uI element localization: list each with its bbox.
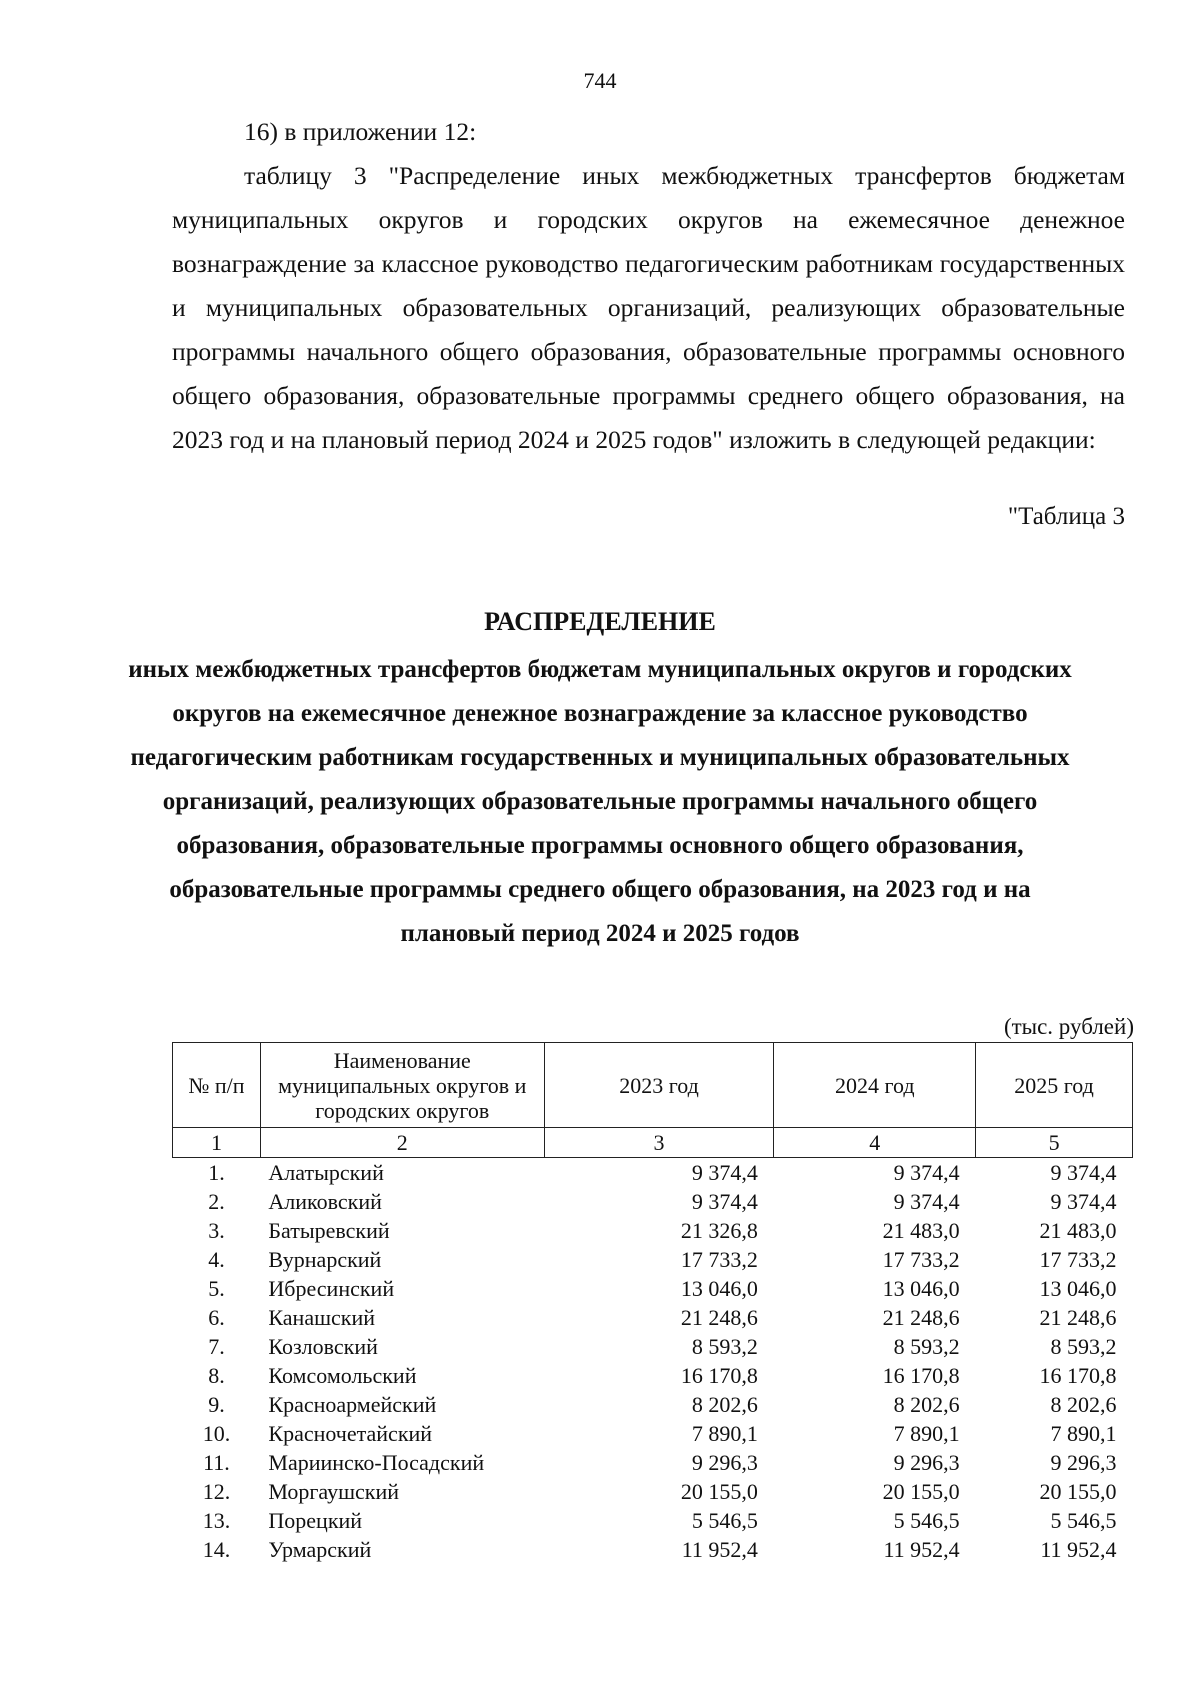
district-name: Урмарский [268,1537,372,1562]
table-row [173,1216,1133,1245]
district-name: Красночетайский [268,1421,433,1446]
value-2025: 20 155,0 [1039,1479,1117,1504]
row-number: 3. [208,1218,225,1243]
value-2025: 9 296,3 [1050,1450,1117,1475]
table-row [173,1448,1133,1477]
row-number: 10. [202,1421,231,1446]
value-2025: 9 374,4 [1050,1160,1117,1185]
district-name: Батыревский [268,1218,390,1243]
value-2025: 5 546,5 [1050,1508,1117,1533]
value-2024: 9 374,4 [893,1160,960,1185]
value-2024: 17 733,2 [882,1247,960,1272]
value-2023: 8 202,6 [691,1392,758,1417]
value-2024: 13 046,0 [882,1276,960,1301]
value-2025: 13 046,0 [1039,1276,1117,1301]
table-row [173,1303,1133,1332]
value-2025: 8 202,6 [1050,1392,1117,1417]
district-name: Комсомольский [268,1363,417,1388]
table-label: "Таблица 3 [1007,503,1125,530]
header-2024: 2024 год [774,1043,976,1128]
district-name: Аликовский [268,1189,382,1214]
column-number: 3 [544,1128,774,1158]
row-number: 8. [208,1363,225,1388]
table-row [173,1390,1133,1419]
value-2024: 7 890,1 [893,1421,960,1446]
column-number: 1 [173,1128,261,1158]
table-row [173,1361,1133,1390]
table-row [173,1535,1133,1564]
units-label: (тыс. рублей) [1003,1014,1134,1039]
district-name: Козловский [268,1334,378,1359]
row-number: 5. [208,1276,225,1301]
distribution-table [172,1042,1133,1564]
row-number: 12. [202,1479,231,1504]
value-2024: 8 593,2 [893,1334,960,1359]
district-name: Ибресинский [268,1276,395,1301]
value-2023: 9 374,4 [691,1160,758,1185]
value-2024: 5 546,5 [893,1508,960,1533]
column-number: 2 [260,1128,544,1158]
table-row [173,1506,1133,1535]
table-row [173,1332,1133,1361]
body-paragraph: таблицу 3 "Распределение иных межбюджетных трансфертов бюджетам муниципальных округов и городских округов на ежемесячное денежное вознаграждение за классное руководство педагогическим работникам государственных и муниципальных образовательных организаций, реализующих образовательные программы начального общего образования, образовательные программы основного общего образования, образовательные программы среднего общего образования, на 2023 год и на плановый период 2024 и 2025 годов" изложить в следующей редакции: [172,161,1125,454]
column-number-row [173,1128,1133,1158]
value-2025: 8 593,2 [1050,1334,1117,1359]
value-2023: 8 593,2 [691,1334,758,1359]
header-name: Наименование муниципальных округов и городских округов [260,1043,544,1128]
value-2024: 9 374,4 [893,1189,960,1214]
header-row [173,1043,1133,1128]
intro-paragraph: 16) в приложении 12: [244,117,477,146]
district-name: Мариинско-Посадский [268,1450,485,1475]
value-2025: 7 890,1 [1050,1421,1117,1446]
row-number: 7. [208,1334,225,1359]
value-2025: 21 483,0 [1039,1218,1117,1243]
value-2024: 16 170,8 [882,1363,960,1388]
row-number: 11. [203,1450,230,1475]
value-2023: 16 170,8 [680,1363,758,1388]
row-number: 1. [208,1160,225,1185]
value-2024: 21 248,6 [882,1305,960,1330]
table-row [173,1158,1133,1188]
value-2023: 9 296,3 [691,1450,758,1475]
value-2024: 21 483,0 [882,1218,960,1243]
value-2025: 11 952,4 [1040,1537,1117,1562]
value-2024: 8 202,6 [893,1392,960,1417]
page-number: 744 [583,68,617,93]
column-number: 4 [774,1128,976,1158]
value-2025: 17 733,2 [1039,1247,1117,1272]
value-2023: 21 248,6 [680,1305,758,1330]
row-number: 2. [208,1189,225,1214]
value-2023: 7 890,1 [691,1421,758,1446]
value-2024: 20 155,0 [882,1479,960,1504]
table-row [173,1274,1133,1303]
district-name: Канашский [268,1305,376,1330]
district-name: Красноармейский [268,1392,437,1417]
district-name: Вурнарский [268,1247,382,1272]
row-number: 4. [208,1247,225,1272]
table-body [173,1158,1133,1565]
value-2023: 17 733,2 [680,1247,758,1272]
value-2024: 11 952,4 [883,1537,960,1562]
value-2023: 5 546,5 [691,1508,758,1533]
district-name: Алатырский [268,1160,384,1185]
value-2023: 11 952,4 [681,1537,758,1562]
table-heading [120,600,1080,956]
header-2023: 2023 год [544,1043,774,1128]
header-number: № п/п [173,1043,261,1128]
value-2024: 9 296,3 [893,1450,960,1475]
header-2025: 2025 год [976,1043,1133,1128]
value-2023: 13 046,0 [680,1276,758,1301]
value-2023: 9 374,4 [691,1189,758,1214]
table-row [173,1187,1133,1216]
district-name: Порецкий [268,1508,363,1533]
value-2023: 21 326,8 [680,1218,758,1243]
value-2025: 16 170,8 [1039,1363,1117,1388]
table-row [173,1477,1133,1506]
district-name: Моргаушский [268,1479,400,1504]
row-number: 6. [208,1305,225,1330]
table-row [173,1419,1133,1448]
value-2025: 9 374,4 [1050,1189,1117,1214]
heading-subtitle: иных межбюджетных трансфертов бюджетам муниципальных округов и городских округов на ежемесячное денежное вознаграждение за классное руководство педагогическим работникам государственных и муниципальных образовательных организаций, реализующих образовательные программы начального общего образования, образовательные программы основного общего образования, образовательные программы среднего общего образования, на 2023 год и на плановый период 2024 и 2025 годов [128,656,1072,947]
value-2023: 20 155,0 [680,1479,758,1504]
row-number: 14. [202,1537,231,1562]
table-row [173,1245,1133,1274]
value-2025: 21 248,6 [1039,1305,1117,1330]
heading-title: РАСПРЕДЕЛЕНИЕ [484,607,716,636]
row-number: 9. [208,1392,225,1417]
column-number: 5 [976,1128,1133,1158]
row-number: 13. [202,1508,231,1533]
